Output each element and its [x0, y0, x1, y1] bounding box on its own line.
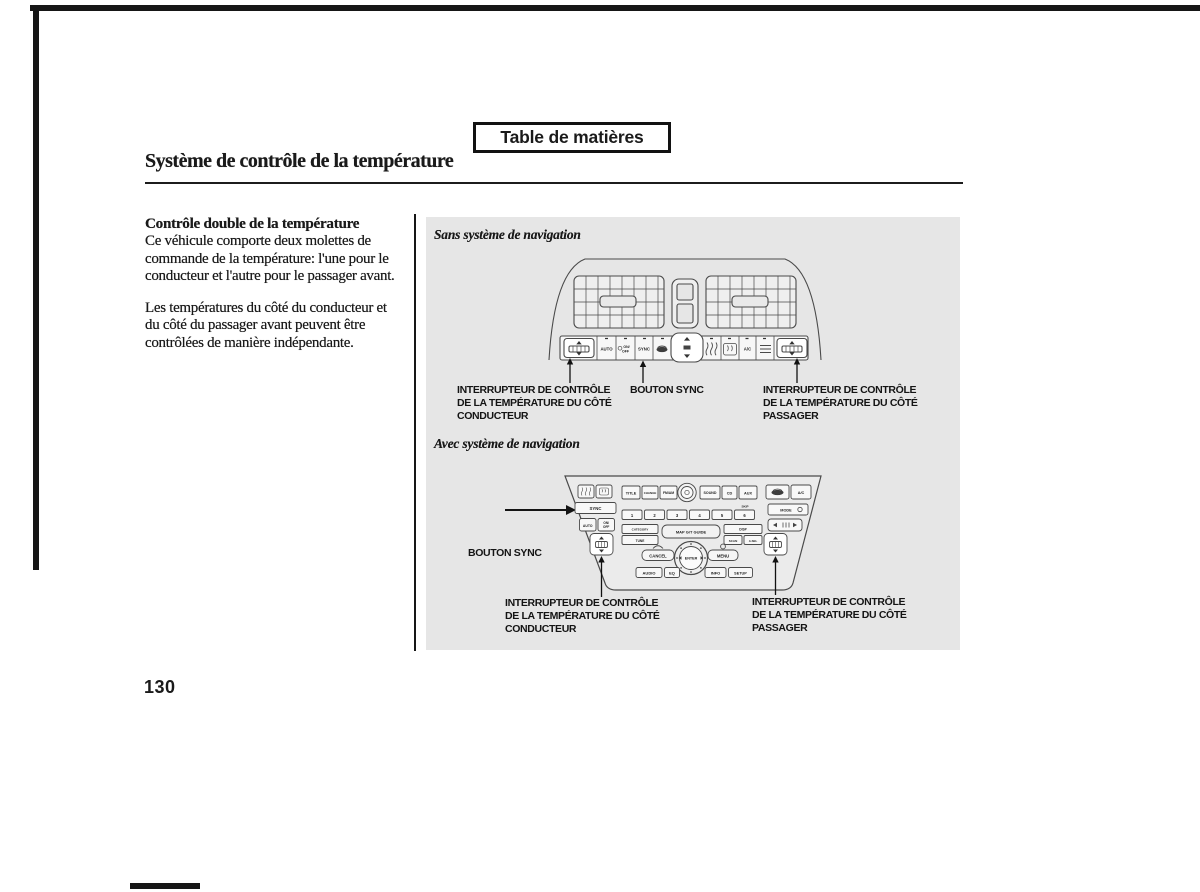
paragraph-line: du côté du passager avant peuvent être	[145, 317, 366, 334]
passenger-temp-dial	[777, 339, 807, 358]
label-passenger-temp-control: INTERRUPTEUR DE CONTRÔLE DE LA TEMPÉRATURE DU CÔTÉ PASSAGER	[763, 384, 918, 422]
scan-button	[724, 536, 742, 545]
a-sel-button	[744, 536, 762, 545]
change-button	[642, 486, 658, 499]
vent-handle	[732, 296, 768, 307]
label-sync-button-1: BOUTON SYNC	[630, 384, 704, 396]
title-rule	[145, 182, 963, 184]
svg-text:5: 5	[720, 512, 724, 518]
right-vent-grille	[706, 276, 796, 328]
scan-artifact-top	[30, 5, 1200, 11]
svg-text:SOUND: SOUND	[703, 491, 717, 496]
ac-button	[791, 485, 811, 499]
svg-text:MAP G/T GUIDE: MAP G/T GUIDE	[675, 529, 707, 535]
sync-button: SYNC	[638, 346, 650, 352]
mode-button	[768, 504, 808, 515]
svg-text:EQ: EQ	[669, 570, 675, 576]
paragraph-line: contrôlées de manière indépendante.	[145, 334, 354, 351]
fan-rocker	[768, 519, 802, 531]
recirculation-button	[766, 485, 789, 499]
paragraph-line: Les températures du côté du conducteur et	[145, 300, 387, 317]
tune-button	[622, 536, 658, 545]
toc-button[interactable]: Table de matières	[473, 122, 671, 153]
svg-text:ON/: ON/	[603, 521, 610, 525]
svg-text:MODE: MODE	[780, 508, 792, 513]
paragraph-line: conducteur et l'autre pour le passager avant.	[145, 267, 395, 284]
svg-text:CD: CD	[726, 491, 733, 496]
fan-mode-rocker	[671, 333, 703, 362]
svg-text:3: 3	[675, 512, 679, 518]
disp-button	[724, 525, 762, 534]
svg-text:OFF: OFF	[603, 525, 610, 530]
vent-handle	[600, 296, 636, 307]
skip-label: SKIP	[741, 504, 749, 509]
aux-button	[739, 486, 757, 499]
recirculation-car-icon	[657, 346, 668, 352]
front-defrost-button	[578, 485, 594, 498]
on-off-button	[598, 519, 615, 532]
figure-caption-without-nav: Sans système de navigation	[434, 227, 581, 242]
audio-button	[636, 568, 662, 578]
article	[145, 215, 395, 367]
paragraph-line: Ce véhicule comporte deux molettes de	[145, 233, 371, 250]
svg-text:A/C: A/C	[797, 491, 805, 496]
fm-am-button	[660, 486, 677, 499]
diagram-with-nav	[558, 470, 828, 598]
svg-text:ENTER: ENTER	[684, 556, 698, 561]
svg-text:AUDIO: AUDIO	[642, 570, 656, 576]
svg-text:AUX: AUX	[743, 491, 753, 496]
svg-text:ON/: ON/	[623, 344, 630, 349]
svg-text:OFF: OFF	[622, 349, 629, 354]
content-divider	[414, 214, 416, 651]
auto-button	[580, 519, 597, 532]
setup-button	[729, 568, 753, 578]
paragraph-line: commande de la température: l'une pour le	[145, 250, 389, 267]
label-passenger-temp-control-nav: INTERRUPTEUR DE CONTRÔLE DE LA TEMPÉRATURE DU CÔTÉ PASSAGER	[752, 596, 907, 634]
map-guide-button	[662, 525, 720, 538]
scan-artifact-bottom	[130, 883, 200, 889]
passenger-temp-dial	[764, 534, 787, 556]
svg-text:6: 6	[743, 512, 746, 518]
hazard-module	[672, 279, 698, 328]
svg-text:AUTO: AUTO	[582, 523, 593, 528]
rear-defrost-button	[596, 485, 612, 498]
svg-text:2: 2	[653, 512, 656, 518]
article-heading: Contrôle double de la température	[145, 215, 360, 232]
svg-text:SYNC: SYNC	[589, 505, 602, 511]
svg-text:CANCEL: CANCEL	[649, 553, 667, 559]
svg-text:FM/AM: FM/AM	[662, 491, 675, 496]
page-number: 130	[144, 677, 176, 697]
svg-text:CHANGE: CHANGE	[643, 491, 657, 496]
svg-text:SCAN: SCAN	[728, 538, 738, 543]
svg-text:TUNE: TUNE	[635, 538, 645, 543]
auto-button: AUTO	[600, 346, 613, 352]
label-sync-button-2: BOUTON SYNC	[468, 547, 542, 559]
label-driver-temp-control: INTERRUPTEUR DE CONTRÔLE DE LA TEMPÉRATURE DU CÔTÉ CONDUCTEUR	[457, 384, 612, 422]
eq-button	[665, 568, 680, 578]
driver-temp-dial	[590, 534, 613, 556]
cd-button	[722, 486, 737, 499]
driver-temp-dial	[564, 339, 594, 358]
svg-text:DISP: DISP	[739, 527, 747, 532]
figure-caption-with-nav: Avec système de navigation	[434, 436, 580, 451]
svg-text:1: 1	[630, 512, 634, 518]
svg-text:4: 4	[698, 512, 701, 518]
svg-text:TITLE: TITLE	[625, 491, 637, 496]
page-title: Système de contrôle de la température	[145, 150, 454, 172]
svg-text:INFO: INFO	[710, 570, 721, 576]
volume-knob	[678, 483, 696, 501]
paragraph-2	[145, 300, 395, 352]
left-vent-grille	[574, 276, 664, 328]
svg-text:MENU: MENU	[716, 553, 730, 559]
label-driver-temp-control-nav: INTERRUPTEUR DE CONTRÔLE DE LA TEMPÉRATURE DU CÔTÉ CONDUCTEUR	[505, 597, 660, 635]
paragraph-1	[145, 233, 395, 285]
diagram-without-nav	[540, 252, 830, 384]
svg-text:SETUP: SETUP	[734, 571, 747, 576]
sound-button	[700, 486, 720, 499]
category-button	[622, 525, 658, 534]
svg-text:A.SEL: A.SEL	[748, 538, 758, 543]
scan-artifact-left	[33, 5, 39, 570]
svg-text:CATEGORY: CATEGORY	[631, 527, 649, 532]
title-button	[622, 486, 640, 499]
ac-button: A/C	[743, 346, 752, 352]
info-button	[705, 568, 726, 578]
sync-button	[575, 503, 616, 514]
